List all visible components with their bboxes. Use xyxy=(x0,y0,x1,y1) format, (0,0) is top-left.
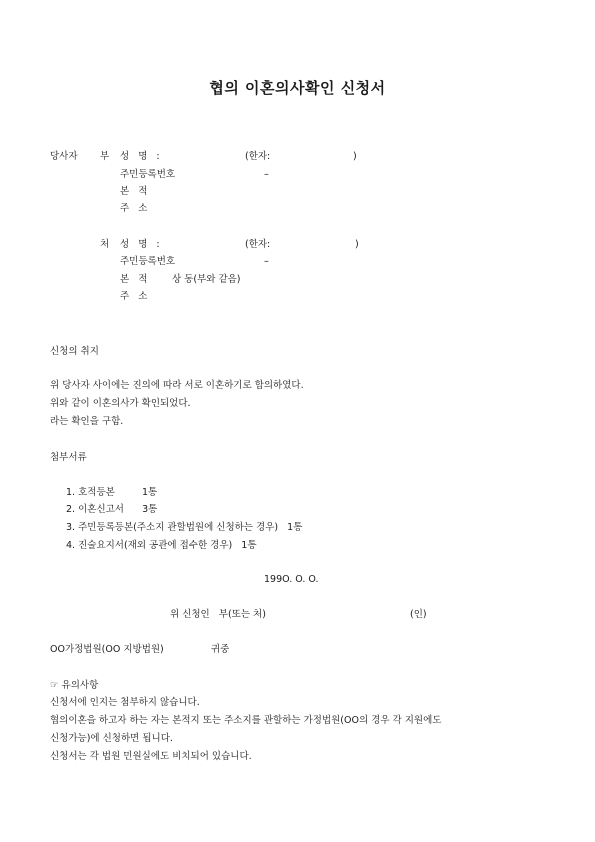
wife-hanja-open: (한자: xyxy=(245,239,271,250)
attachment-item: 3. 주민등록등본(주소지 관할법원에 신청하는 경우) 1통 xyxy=(66,522,303,533)
note-line: 신청서는 각 법원 민원실에도 비치되어 있습니다. xyxy=(50,751,252,762)
husband-hanja-close: ) xyxy=(353,151,357,162)
husband-rrn-label: 주민등록번호 xyxy=(120,169,176,180)
parties-label: 당사자 xyxy=(50,151,78,162)
husband-hanja-open: (한자: xyxy=(245,151,271,162)
attachment-item: 1. 호적등본 1통 xyxy=(66,487,158,498)
application-date: 199O. O. O. xyxy=(264,574,319,585)
court-name: OO가정법원(OO 지방법원) xyxy=(50,644,164,655)
wife-rrn-label: 주민등록번호 xyxy=(120,256,176,267)
attachment-item: 4. 진술요지서(재외 공관에 접수한 경우) 1통 xyxy=(66,540,257,551)
document-title: 협의 이혼의사확인 신청서 xyxy=(209,79,386,97)
husband-name-label: 성 명 : xyxy=(120,151,163,162)
wife-role: 처 xyxy=(100,239,110,250)
husband-origin-label: 본 적 xyxy=(120,186,151,197)
purpose-line: 라는 확인을 구함. xyxy=(50,416,124,427)
note-line: 신청서에 인지는 첨부하지 않습니다. xyxy=(50,697,200,708)
purpose-heading: 신청의 취지 xyxy=(50,346,99,357)
note-line: 신청가능)에 신청하면 됩니다. xyxy=(50,733,173,744)
attachment-item: 2. 이혼신고서 3통 xyxy=(66,504,158,515)
notes-heading: ☞ 유의사항 xyxy=(50,680,99,691)
court-suffix: 귀중 xyxy=(211,644,230,655)
purpose-line: 위와 같이 이혼의사가 확인되었다. xyxy=(50,398,191,409)
applicant-seal: (인) xyxy=(410,609,427,620)
wife-origin-label: 본 적 xyxy=(120,274,151,285)
husband-rrn-dash: – xyxy=(264,169,269,180)
wife-origin-value: 상 동(부와 같음) xyxy=(172,274,241,285)
wife-rrn-dash: – xyxy=(264,256,269,267)
wife-hanja-close: ) xyxy=(355,239,359,250)
applicant-label: 위 신청인 부(또는 처) xyxy=(170,609,266,620)
husband-role: 부 xyxy=(100,151,110,162)
wife-name-label: 성 명 : xyxy=(120,239,163,250)
note-line: 협의이혼을 하고자 하는 자는 본적지 또는 주소지를 관할하는 가정법원(OO의 경우 각 지원에도 xyxy=(50,715,442,726)
wife-address-label: 주 소 xyxy=(120,291,151,302)
husband-address-label: 주 소 xyxy=(120,203,151,214)
attachments-heading: 첨부서류 xyxy=(50,452,87,463)
purpose-line: 위 당사자 사이에는 진의에 따라 서로 이혼하기로 합의하였다. xyxy=(50,380,304,391)
